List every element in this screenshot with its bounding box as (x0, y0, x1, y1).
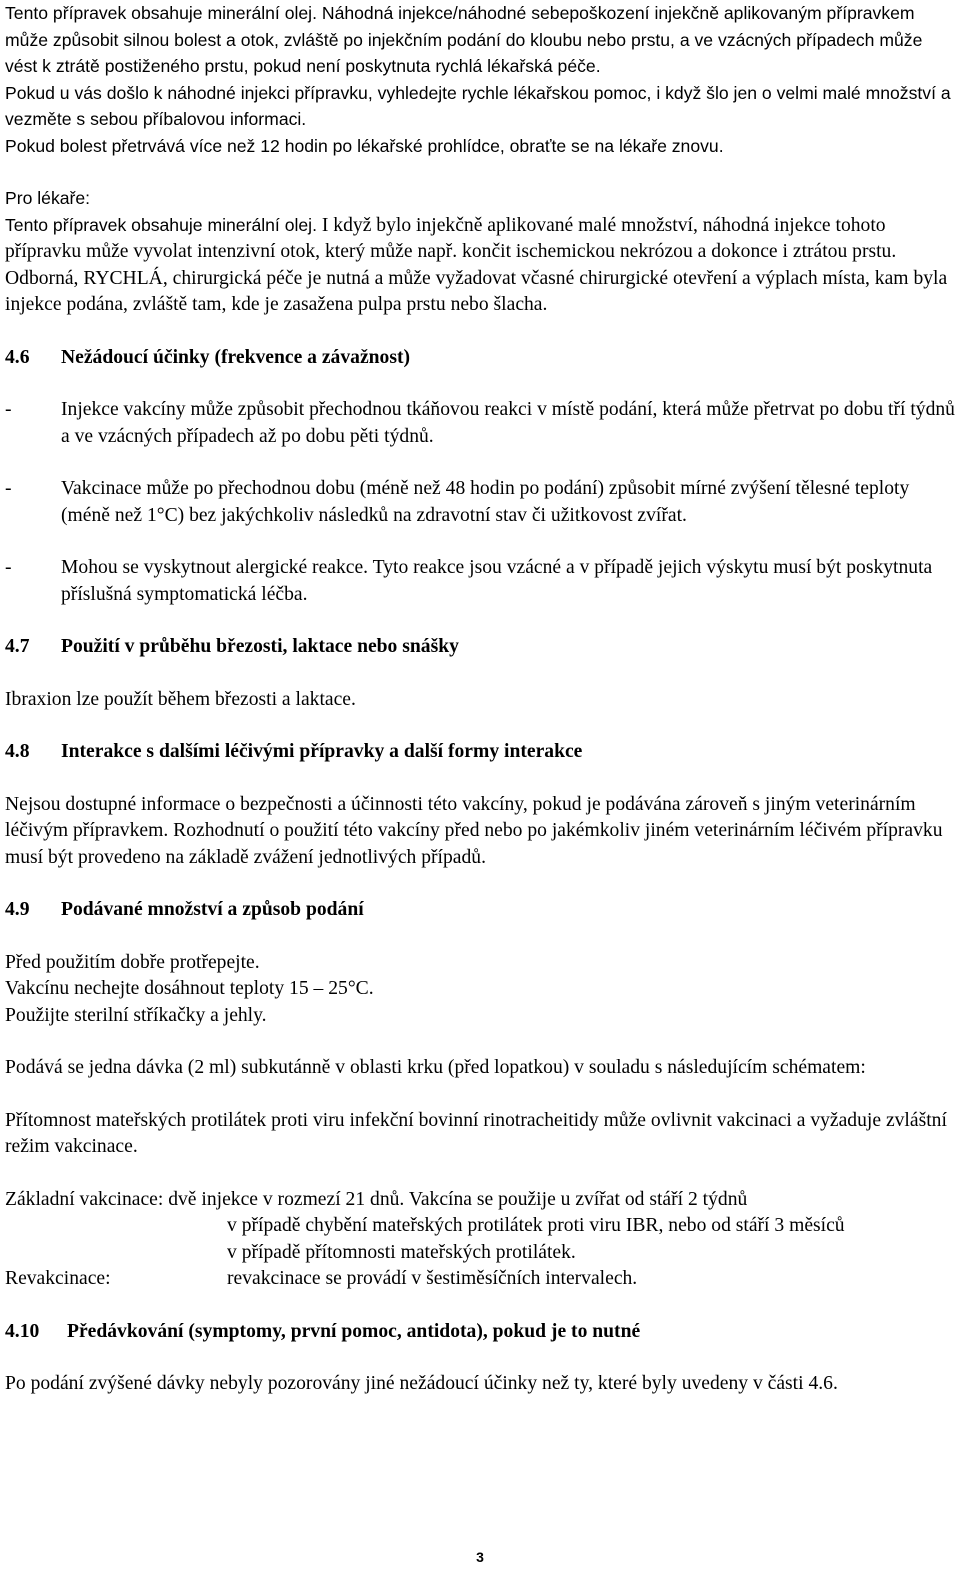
section-title: Použití v průběhu březosti, laktace nebo snášky (61, 636, 459, 657)
basic-vaccination-cont-text: v případě chybění mateřských protilátek proti viru IBR, nebo od stáří 3 měsíců (227, 1215, 845, 1236)
section-4-9-heading (5, 897, 955, 924)
for-doctor-serif-sentence-2: Odborná, RYCHLÁ, chirurgická péče je nutná a může vyžadovat včasné chirurgické otevření a výplach místa, kam byla injekce podána, zvláště tam, kde je zasažena pulpa prstu nebo šlacha. (5, 267, 948, 315)
maternal-antibodies-text: Přítomnost mateřských protilátek proti viru infekční bovinní rinotracheitidy může ovlivnit vakcinaci a vyžaduje zvláštní režim vakcinace. (5, 1109, 947, 1157)
section-4-8-heading (5, 739, 955, 766)
section-number: 4.6 (5, 346, 30, 368)
section-number: 4.10 (5, 1320, 40, 1342)
revaccination-label: Revakcinace: (5, 1268, 111, 1289)
revaccination-text: revakcinace se provádí v šestiměsíčních intervalech. (227, 1268, 638, 1289)
for-doctor-label: Pro lékaře: (5, 188, 91, 208)
section-number: 4.8 (5, 741, 30, 762)
section-title: Interakce s dalšími léčivými přípravky a další formy interakce (61, 741, 583, 762)
section-title: Podávané množství a způsob podání (61, 899, 364, 920)
basic-vaccination-line: Základní vakcinace: dvě injekce v rozmezí 21 dnů. Vakcína se použije u zvířat od stáří 2 týdnů (5, 1188, 748, 1210)
dose-text: Podává se jedna dávka (2 ml) subkutánně v oblasti krku (před lopatkou) v souladu s následujícím schématem: (5, 1057, 866, 1078)
list-item-text: Mohou se vyskytnout alergické reakce. Tyto reakce jsou vzácné a v případě jejich výskytu musí být poskytnuta příslušná symptomatická léčba. (61, 557, 933, 605)
section-title: Předávkování (symptomy, první pomoc, antidota), pokud je to nutné (67, 1320, 641, 1342)
page-number: 3 (476, 1549, 484, 1565)
section-4-7-heading (5, 634, 955, 661)
sterile-instruction: Použijte sterilní stříkačky a jehly. (5, 1004, 267, 1026)
section-4-8-text: Nejsou dostupné informace o bezpečnosti a účinnosti této vakcíny, pokud je podávána zároveň s jiným veterinárním léčivým přípravkem. Rozhodnutí o použití této vakcíny před nebo po jakémkoliv jiném veterinárním léčivém přípravku musí být provedeno na základě zvážení jednotlivých případů. (5, 793, 943, 868)
for-doctor-paragraph (5, 212, 955, 319)
list-dash: - (5, 399, 12, 420)
list-item-text: Injekce vakcíny může způsobit přechodnou tkáňovou reakci v místě podání, která může přetrvat po dobu tří týdnů a ve vzácných případech až po dobu pěti týdnů. (61, 399, 955, 447)
section-title: Nežádoucí účinky (frekvence a závažnost) (61, 346, 411, 368)
list-item (5, 397, 955, 450)
section-number: 4.9 (5, 899, 30, 920)
section-4-6-heading (5, 345, 955, 372)
warning-paragraph-3: Pokud bolest přetrvává více než 12 hodin po lékařské prohlídce, obraťte se na lékaře znovu. (5, 135, 724, 156)
warning-paragraph-2: Pokud u vás došlo k náhodné injekci přípravku, vyhledejte rychle lékařskou pomoc, i když šlo jen o velmi malé množství a vezměte s sebou příbalovou informaci. (5, 82, 951, 129)
warning-paragraph-1: Tento přípravek obsahuje minerální olej. Náhodná injekce/náhodné sebepoškození injekčně aplikovaným přípravkem může způsobit silnou bolest a otok, zvláště po injekčním podání do kloubu nebo prstu, a ve vzácných případech může vést k ztrátě postiženého prstu, pokud není poskytnuta rychlá lékařská péče. (5, 3, 923, 76)
temperature-instruction: Vakcínu nechejte dosáhnout teploty 15 – 25°C. (5, 978, 374, 999)
list-dash: - (5, 557, 12, 578)
section-4-10-text: Po podání zvýšené dávky nebyly pozorovány jiné nežádoucí účinky než ty, které byly uvedeny v části 4.6. (5, 1373, 838, 1394)
basic-vaccination-continuation-1 (5, 1213, 955, 1240)
for-doctor-sans-sentence: Tento přípravek obsahuje minerální olej. (5, 214, 317, 235)
shake-instruction: Před použitím dobře protřepejte. (5, 951, 260, 973)
document-page (5, 0, 955, 1398)
revaccination-row (5, 1266, 955, 1293)
list-item (5, 476, 955, 529)
section-4-10-heading (5, 1319, 955, 1346)
section-number: 4.7 (5, 636, 30, 657)
for-doctor-serif-sentence: I když bylo injekčně aplikované malé množství, náhodná injekce tohoto přípravku může vyvolat intenzivní otok, který může např. končit ischemickou nekrózou a dokonce i ztrátou prstu. (5, 214, 897, 262)
basic-vaccination-continuation-2 (5, 1240, 955, 1267)
list-dash: - (5, 478, 12, 499)
list-item (5, 555, 955, 608)
list-item-text: Vakcinace může po přechodnou dobu (méně než 48 hodin po podání) způsobit mírné zvýšení tělesné teploty (méně než 1°C) bez jakýchkoliv následků na zdravotní stav či užitkovost zvířat. (61, 478, 910, 526)
basic-vaccination-cont-text: v případě přítomnosti mateřských protilátek. (227, 1241, 576, 1263)
section-4-7-text: Ibraxion lze použít během březosti a laktace. (5, 688, 356, 710)
